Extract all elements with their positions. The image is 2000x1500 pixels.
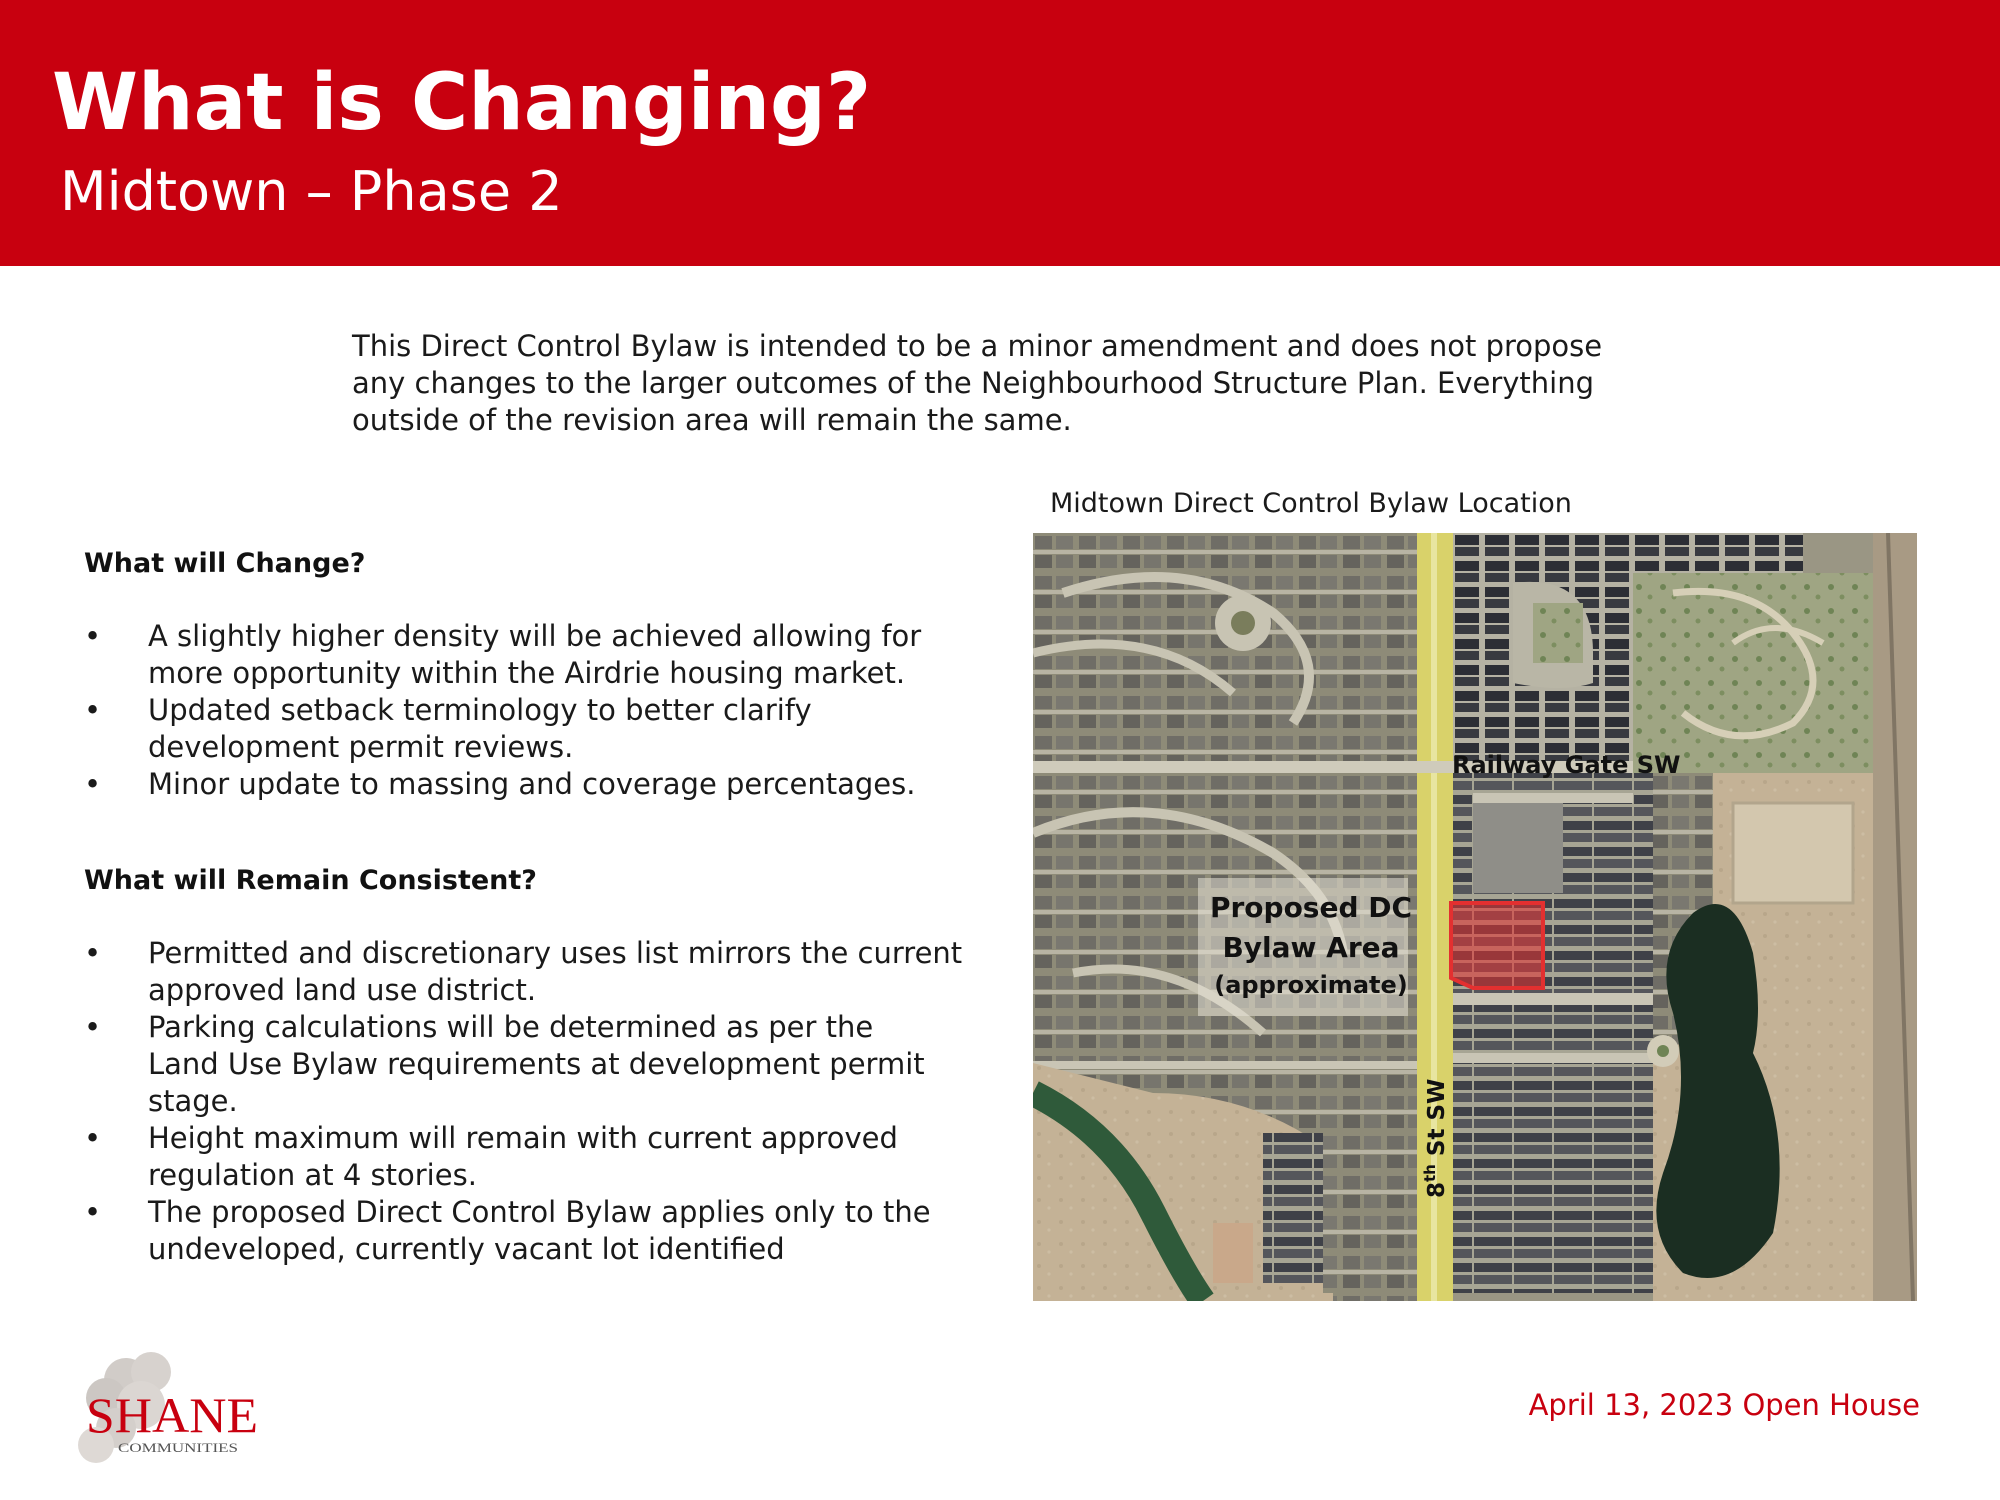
bullet-line: approved land use district.	[148, 973, 537, 1007]
bullet-line: Minor update to massing and coverage percentages.	[148, 767, 916, 801]
railway-gate-label: Railway Gate SW	[1452, 751, 1681, 779]
logo-subtext: COMMUNITIES	[118, 1440, 238, 1455]
bullet-line: stage.	[148, 1084, 238, 1118]
street-label-sup: th	[1421, 1164, 1439, 1182]
list-item	[84, 692, 964, 766]
bullet-icon: •	[84, 619, 102, 653]
bullet-line: Permitted and discretionary uses list mirrors the current	[148, 936, 963, 970]
street-label-rest: St SW	[1424, 1078, 1450, 1165]
bullet-line: Land Use Bylaw requirements at development permit	[148, 1047, 925, 1081]
bullet-line: The proposed Direct Control Bylaw applies only to the	[148, 1195, 931, 1229]
bullet-line: Updated setback terminology to better clarify	[148, 693, 812, 727]
bullet-icon: •	[84, 1010, 102, 1044]
shane-communities-logo	[56, 1350, 266, 1470]
event-date: April 13, 2023 Open House	[1528, 1388, 1920, 1422]
list-item	[84, 935, 964, 1009]
page-title: What is Changing?	[52, 58, 872, 148]
bullet-icon: •	[84, 936, 102, 970]
consistent-heading: What will Remain Consistent?	[84, 865, 537, 896]
aerial-map-image	[1033, 533, 1917, 1301]
list-item	[84, 766, 964, 803]
bullet-line: more opportunity within the Airdrie housing market.	[148, 656, 906, 690]
change-list	[84, 618, 964, 803]
intro-line: This Direct Control Bylaw is intended to be a minor amendment and does not propose	[352, 329, 1603, 363]
intro-paragraph	[352, 328, 1652, 439]
logo-wordmark: SHANE	[86, 1387, 258, 1443]
bullet-line: undeveloped, currently vacant lot identified	[148, 1232, 785, 1266]
bullet-line: Parking calculations will be determined as per the	[148, 1010, 874, 1044]
bullet-icon: •	[84, 1121, 102, 1155]
change-heading: What will Change?	[84, 548, 366, 579]
area-label-line: (approximate)	[1214, 971, 1408, 999]
list-item	[84, 1194, 964, 1268]
bullet-icon: •	[84, 1195, 102, 1229]
bullet-line: regulation at 4 stories.	[148, 1158, 477, 1192]
consistent-list	[84, 935, 964, 1268]
bullet-line: A slightly higher density will be achieved allowing for	[148, 619, 922, 653]
bullet-line: development permit reviews.	[148, 730, 574, 764]
page-subtitle: Midtown – Phase 2	[60, 160, 563, 223]
bullet-line: Height maximum will remain with current approved	[148, 1121, 898, 1155]
header-banner	[0, 0, 2000, 266]
list-item	[84, 618, 964, 692]
bullet-icon: •	[84, 767, 102, 801]
intro-line: any changes to the larger outcomes of the Neighbourhood Structure Plan. Everything	[352, 366, 1595, 400]
bullet-icon: •	[84, 693, 102, 727]
list-item	[84, 1009, 964, 1120]
area-label-line: Bylaw Area	[1222, 931, 1400, 964]
intro-line: outside of the revision area will remain the same.	[352, 403, 1072, 437]
aerial-map	[1033, 533, 1917, 1301]
map-caption: Midtown Direct Control Bylaw Location	[1050, 488, 1572, 519]
list-item	[84, 1120, 964, 1194]
area-label-line: Proposed DC	[1209, 891, 1413, 924]
proposed-area-outline	[1451, 903, 1543, 988]
street-label-number: 8	[1424, 1181, 1450, 1198]
